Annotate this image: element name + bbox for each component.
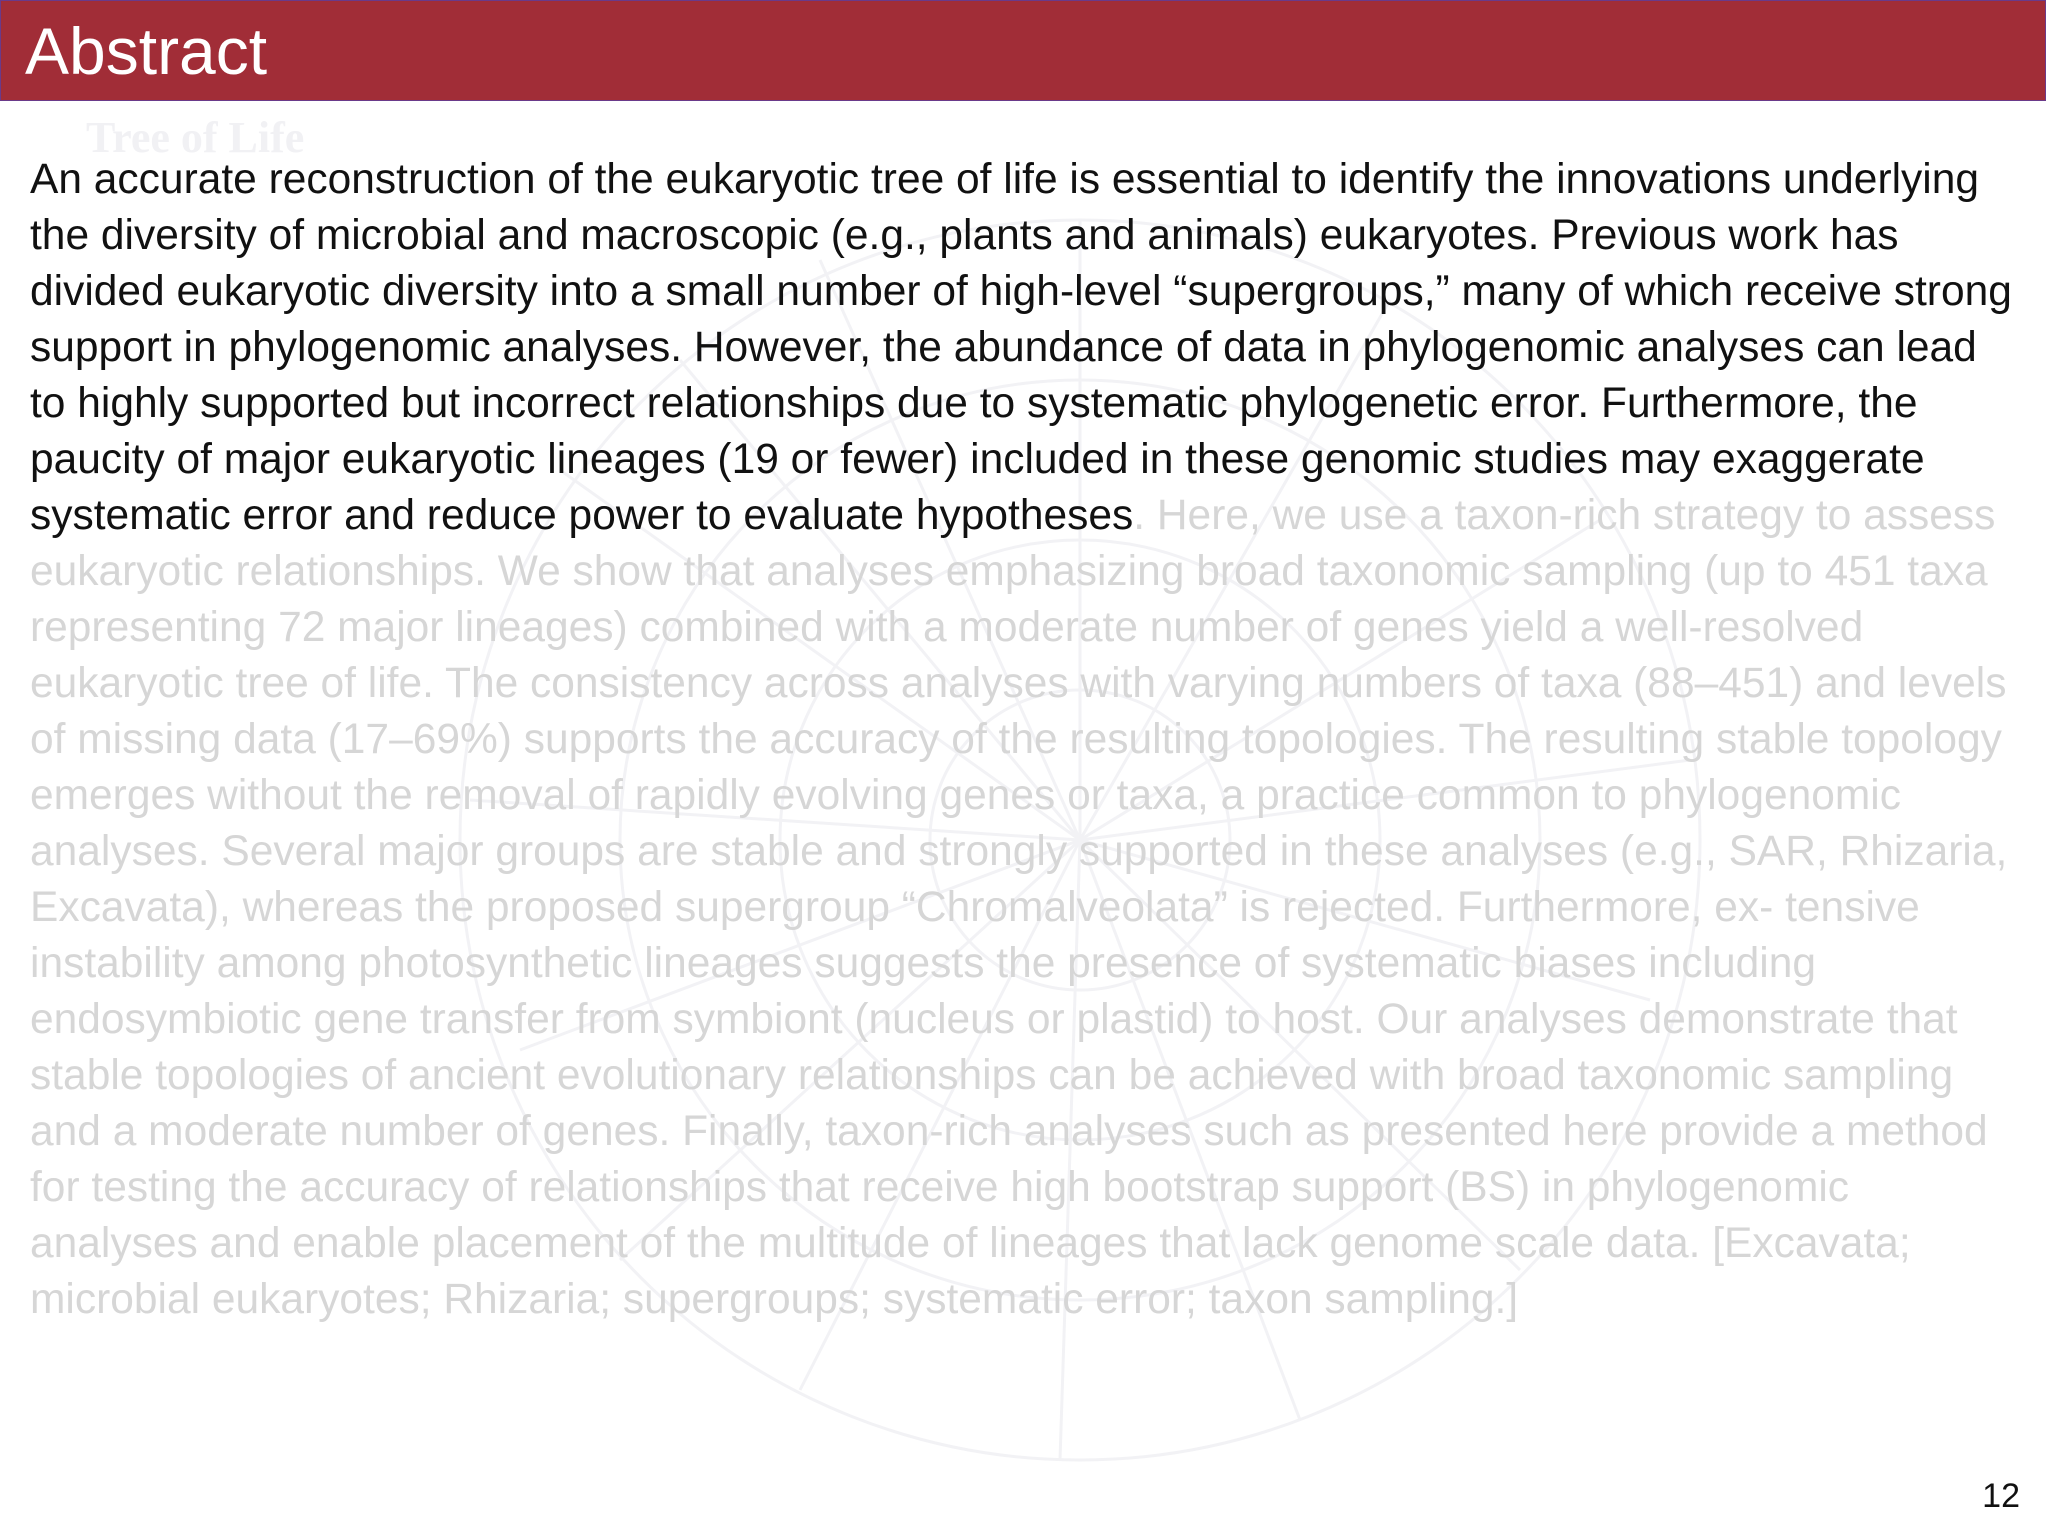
abstract-emphasized-text: An accurate reconstruction of the eukaryotic tree of life is essential to identify the innovations underlying the diversity of microbial and macroscopic (e.g., plants and animals) eukaryotes. Previous work has divided eukaryotic diversity into a small number of high-level “supergroups,” many of which receive strong support in phylogenomic analyses. However, the abundance of data in phylogenomic analyses can lead to highly supported but incorrect relationships due to systematic phylogenetic error. Furthermore, the paucity of major eukaryotic lineages (19 or fewer) included in these genomic studies may exaggerate systematic error and reduce power to evaluate hypotheses xyxy=(30,156,2012,539)
abstract-faded-text: . Here, we use a taxon-rich strategy to assess eukaryotic relationships. We show that analyses emphasizing broad taxonomic sampling (up to 451 taxa representing 72 major lineages) combined with a moderate number of genes yield a well-resolved eukaryotic tree of life. The consistency across analyses with varying numbers of taxa (88–451) and levels of missing data (17–69%) supports the accuracy of the resulting topologies. The resulting stable topology emerges without the removal of rapidly evolving genes or taxa, a practice common to phylogenomic analyses. Several major groups are stable and strongly supported in these analyses (e.g., SAR, Rhizaria, Excavata), whereas the proposed supergroup “Chromalveolata” is rejected. Furthermore, ex- tensive instability among photosynthetic lineages suggests the presence of systematic biases including endosymbiotic gene transfer from symbiont (nucleus or plastid) to host. Our analyses demonstrate that stable topologies of ancient evolutionary relationships can be achieved with broad taxonomic sampling and a moderate number of genes. Finally, taxon-rich analyses such as presented here provide a method for testing the accuracy of relationships that receive high bootstrap support (BS) in phylogenomic analyses and enable placement of the multitude of lineages that lack genome scale data. [Excavata; microbial eukaryotes; Rhizaria; supergroups; systematic error; taxon sampling.] xyxy=(30,492,2008,1323)
watermark-label: Tree of Life xyxy=(86,113,305,162)
title-bar xyxy=(0,0,2046,101)
page-number: 12 xyxy=(1982,1477,2020,1515)
abstract-paragraph xyxy=(30,152,2020,1328)
slide-title: Abstract xyxy=(25,14,268,88)
